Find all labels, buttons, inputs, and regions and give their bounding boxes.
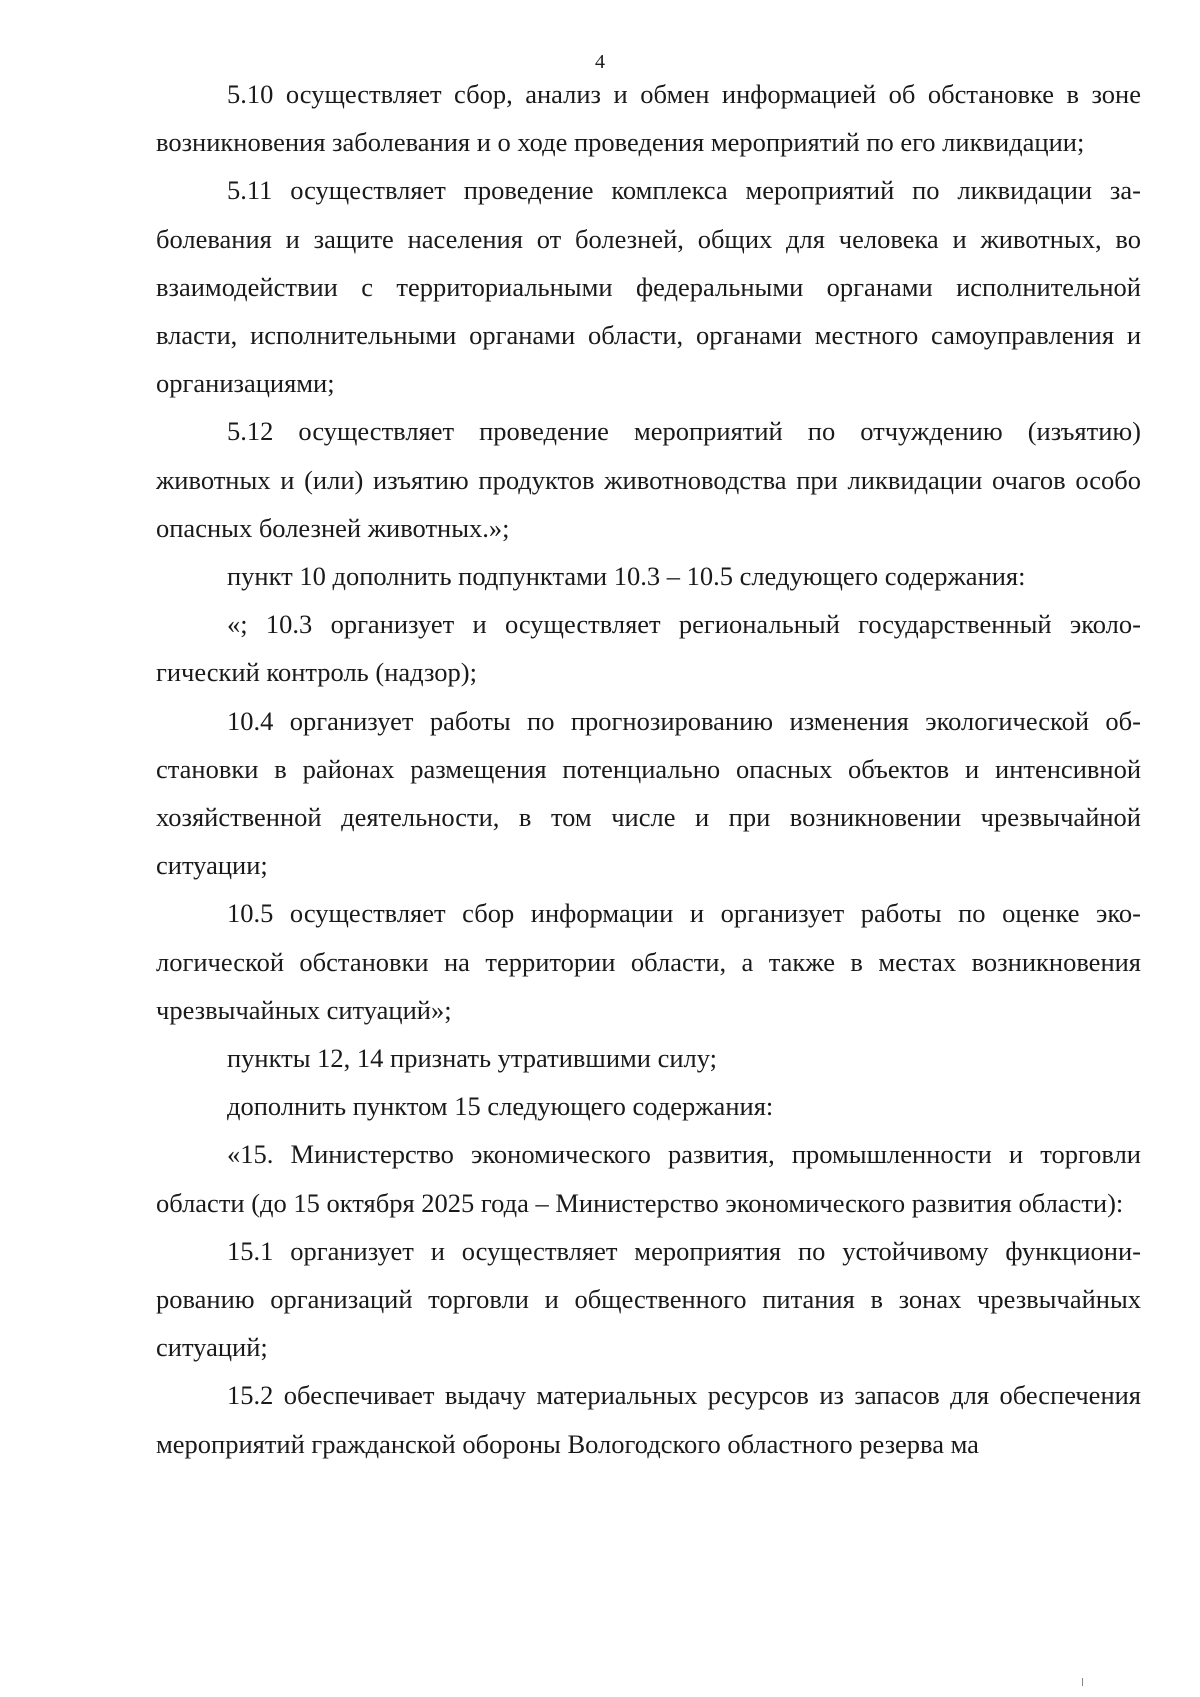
paragraph-5-10: 5.10 осуществляет сбор, анализ и обмен информацией об обстановке в зоне возникновения заболевания и о ходе проведения мероприятий по его ликвидации; (156, 79, 1141, 158)
paragraph-5-11: 5.11 осуществляет проведение комплекса мероприятий по ликвидации заболевания и защите населения от болезней, общих для человека и животных, во взаимодействии с территориальными федеральными органами исполнительной власти, исполнительными органами области, органами местного самоуправления и организациями; (156, 175, 1141, 399)
paragraph-repeal-points: пункты 12, 14 признать утратившими силу; (227, 1043, 718, 1074)
paragraph-15: «15. Министерство экономического развития, промышленности и торговли области (до 15 октября 2025 года – Министерство экономического развития области): (156, 1139, 1141, 1218)
paragraph-15-1: 15.1 организует и осуществляет мероприятия по устойчивому функционированию организаций торговли и общественного питания в зонах чрезвычайных ситуаций; (156, 1235, 1141, 1363)
page-number: 4 (595, 51, 605, 73)
paragraph-amend-point-10: пункт 10 дополнить подпунктами 10.3 – 10.5 следующего содержания: (227, 561, 1026, 592)
paragraph-10-4: 10.4 организует работы по прогнозированию изменения экологической обстановки в районах размещения потенциально опасных объектов и интенсивной хозяйственной деятельности, в том числе и при возникновении чрезвычайной ситуации; (156, 705, 1141, 881)
document-body (156, 70, 1141, 1468)
paragraph-15-2: 15.2 обеспечивает выдачу материальных ресурсов из запасов для обеспечения мероприятий гражданской обороны Вологодского областного резерва ма (156, 1380, 1141, 1459)
paragraph-10-5: 10.5 осуществляет сбор информации и организует работы по оценке экологической обстановки на территории области, а также в местах возникновения чрезвычайных ситуаций»; (156, 898, 1141, 1025)
scan-edge-mark (1082, 1678, 1083, 1686)
paragraph-add-point-15: дополнить пунктом 15 следующего содержания: (227, 1091, 774, 1122)
paragraph-10-3: «; 10.3 организует и осуществляет региональный государственный экологический контроль (надзор); (156, 609, 1141, 688)
paragraph-5-12: 5.12 осуществляет проведение мероприятий по отчуждению (изъятию) животных и (или) изъятию продуктов животноводства при ликвидации очагов особо опасных болезней животных.»; (156, 416, 1141, 543)
